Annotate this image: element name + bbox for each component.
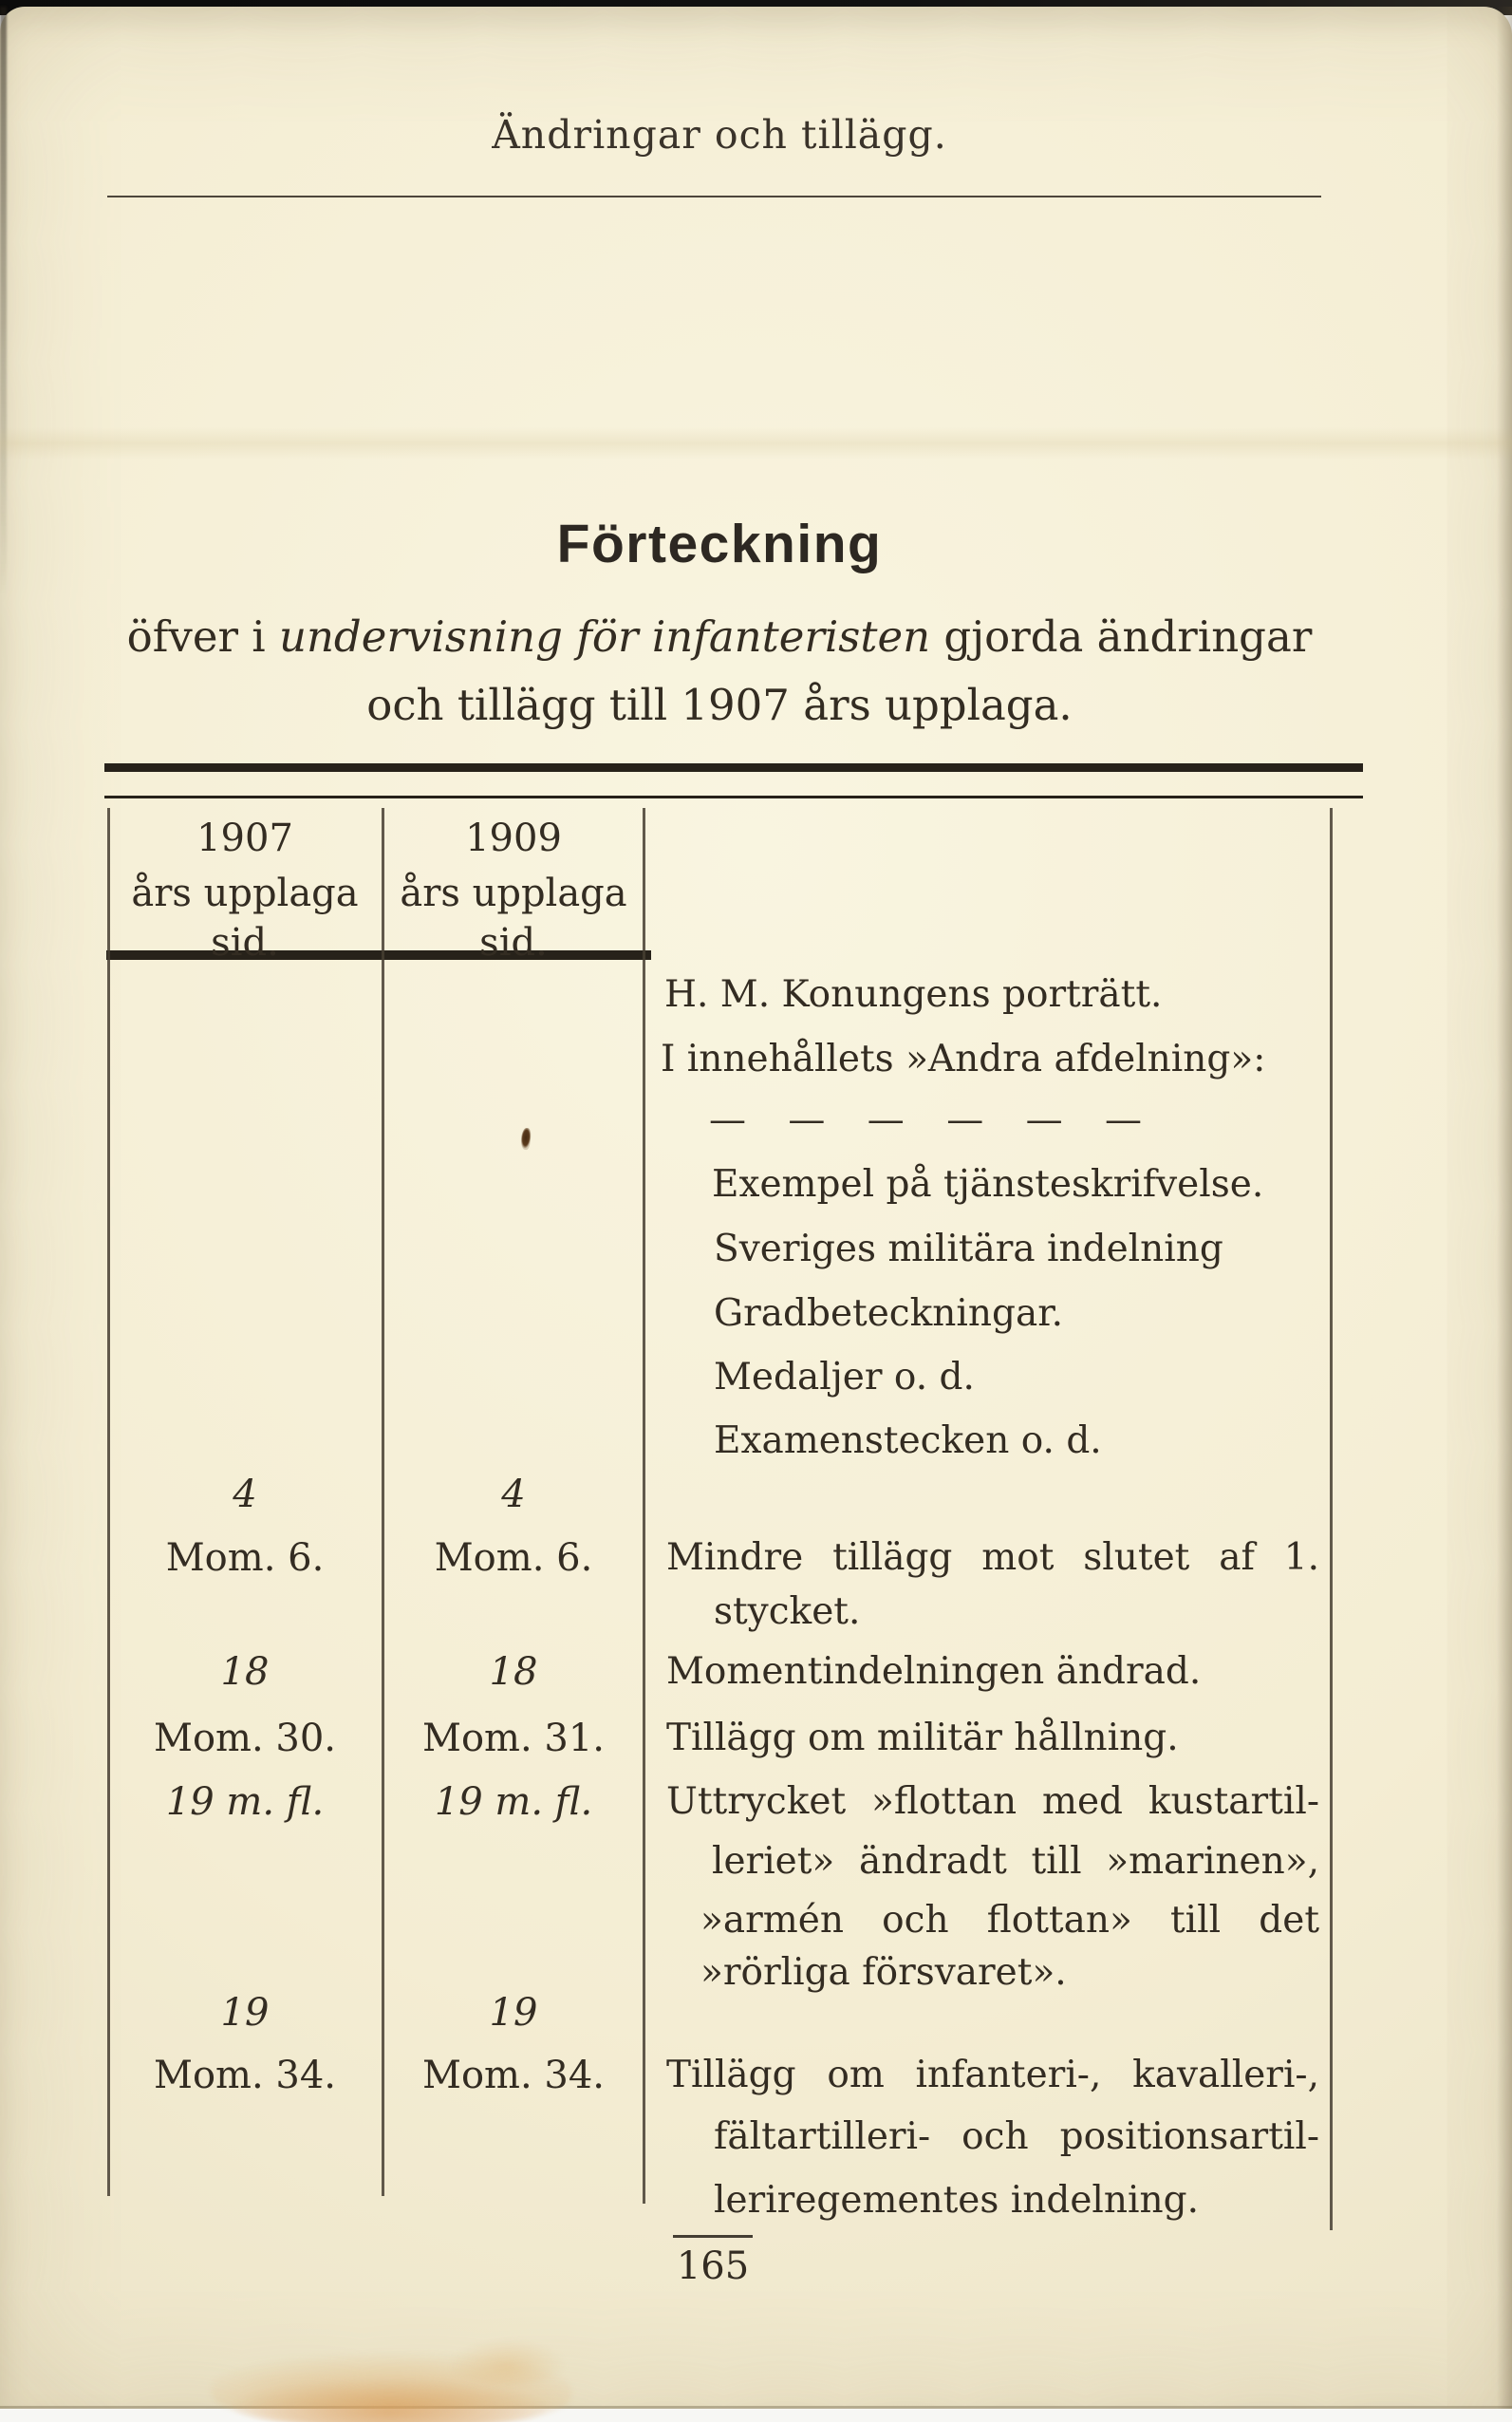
- entry-line: »armén och flottan» till det: [700, 1899, 1319, 1942]
- entry-line: leriet» ändradt till »marinen»,: [712, 1840, 1319, 1883]
- entry-line: leriregementes indelning.: [714, 2179, 1199, 2222]
- paper-edge-left: [0, 7, 7, 595]
- col1-page-ref: 19: [220, 1991, 270, 2035]
- col1-header-year: 1907: [196, 817, 293, 860]
- subtitle-line-2: och tillägg till 1907 års upplaga.: [366, 680, 1073, 730]
- entry-line: Tillägg om militär hållning.: [666, 1717, 1179, 1759]
- subtitle-line-1: [0, 606, 1439, 668]
- entry-line: Momentindelningen ändrad.: [666, 1650, 1202, 1693]
- col2-page-ref: 4: [501, 1473, 526, 1516]
- paper-discoloration-band: [0, 427, 1512, 460]
- scan-backdrop: [0, 2409, 1512, 2422]
- entry-line: Tillägg om infanteri-, kavalleri-,: [666, 2054, 1319, 2096]
- page-number-rule: [673, 2235, 753, 2238]
- entry-line: »rörliga försvaret».: [700, 1951, 1067, 1994]
- entry-line: Sveriges militära indelning: [714, 1228, 1223, 1270]
- col1-page-ref: 18: [220, 1650, 270, 1694]
- col2-page-ref: 18: [489, 1650, 538, 1694]
- col1-header-edition: års upplaga: [131, 872, 359, 915]
- page-number: 165: [676, 2244, 750, 2288]
- running-header: Ändringar och tillägg.: [492, 112, 947, 158]
- col1-mom-ref: Mom. 6.: [165, 1536, 325, 1580]
- subtitle-italic-phrase: undervisning för infanteristen: [278, 611, 931, 662]
- entry-line: Medaljer o. d.: [714, 1356, 975, 1399]
- col2-header-edition: års upplaga: [400, 872, 627, 915]
- dash-row: — — — — — —: [709, 1098, 1143, 1141]
- paper-edge-right: [1497, 7, 1512, 2409]
- entry-line: I innehållets »Andra afdelning»:: [661, 1038, 1266, 1080]
- col2-mom-ref: Mom. 34.: [421, 2054, 605, 2097]
- entry-line: stycket.: [714, 1590, 861, 1633]
- entry-line: Mindre tillägg mot slutet af 1.: [666, 1536, 1319, 1579]
- col2-header-year: 1909: [465, 817, 562, 860]
- col2-mom-ref: Mom. 31.: [421, 1717, 605, 1760]
- table-border-right: [1330, 808, 1333, 2230]
- col1-page-ref: 4: [233, 1473, 257, 1516]
- subtitle-suffix: gjorda ändringar: [930, 611, 1313, 662]
- subtitle-prefix: öfver i: [126, 611, 279, 662]
- col1-header-page: sid.: [211, 921, 279, 965]
- entry-line: H. M. Konungens porträtt.: [664, 973, 1163, 1016]
- col1-mom-ref: Mom. 30.: [153, 1717, 336, 1760]
- entry-line: Uttrycket »flottan med kustartil-: [666, 1780, 1319, 1823]
- page-title: Förteckning: [556, 514, 883, 574]
- col2-mom-ref: Mom. 6.: [434, 1536, 593, 1580]
- stain-artifact: [233, 2374, 546, 2422]
- col1-mom-ref: Mom. 34.: [153, 2054, 336, 2097]
- table-top-rule-thin: [104, 796, 1363, 798]
- entry-line: Gradbeteckningar.: [714, 1292, 1063, 1335]
- entry-line: Examenstecken o. d.: [714, 1419, 1102, 1462]
- col2-header-page: sid.: [479, 921, 548, 965]
- entry-line: Exempel på tjänsteskrifvelse.: [712, 1163, 1264, 1206]
- col2-page-ref: 19: [489, 1991, 538, 2035]
- entry-line: fältartilleri- och positionsartil-: [714, 2115, 1319, 2158]
- col1-page-ref: 19 m. fl.: [165, 1780, 325, 1824]
- col2-page-ref: 19 m. fl.: [434, 1780, 593, 1824]
- header-rule: [107, 196, 1321, 197]
- table-top-rule-thick: [104, 763, 1363, 772]
